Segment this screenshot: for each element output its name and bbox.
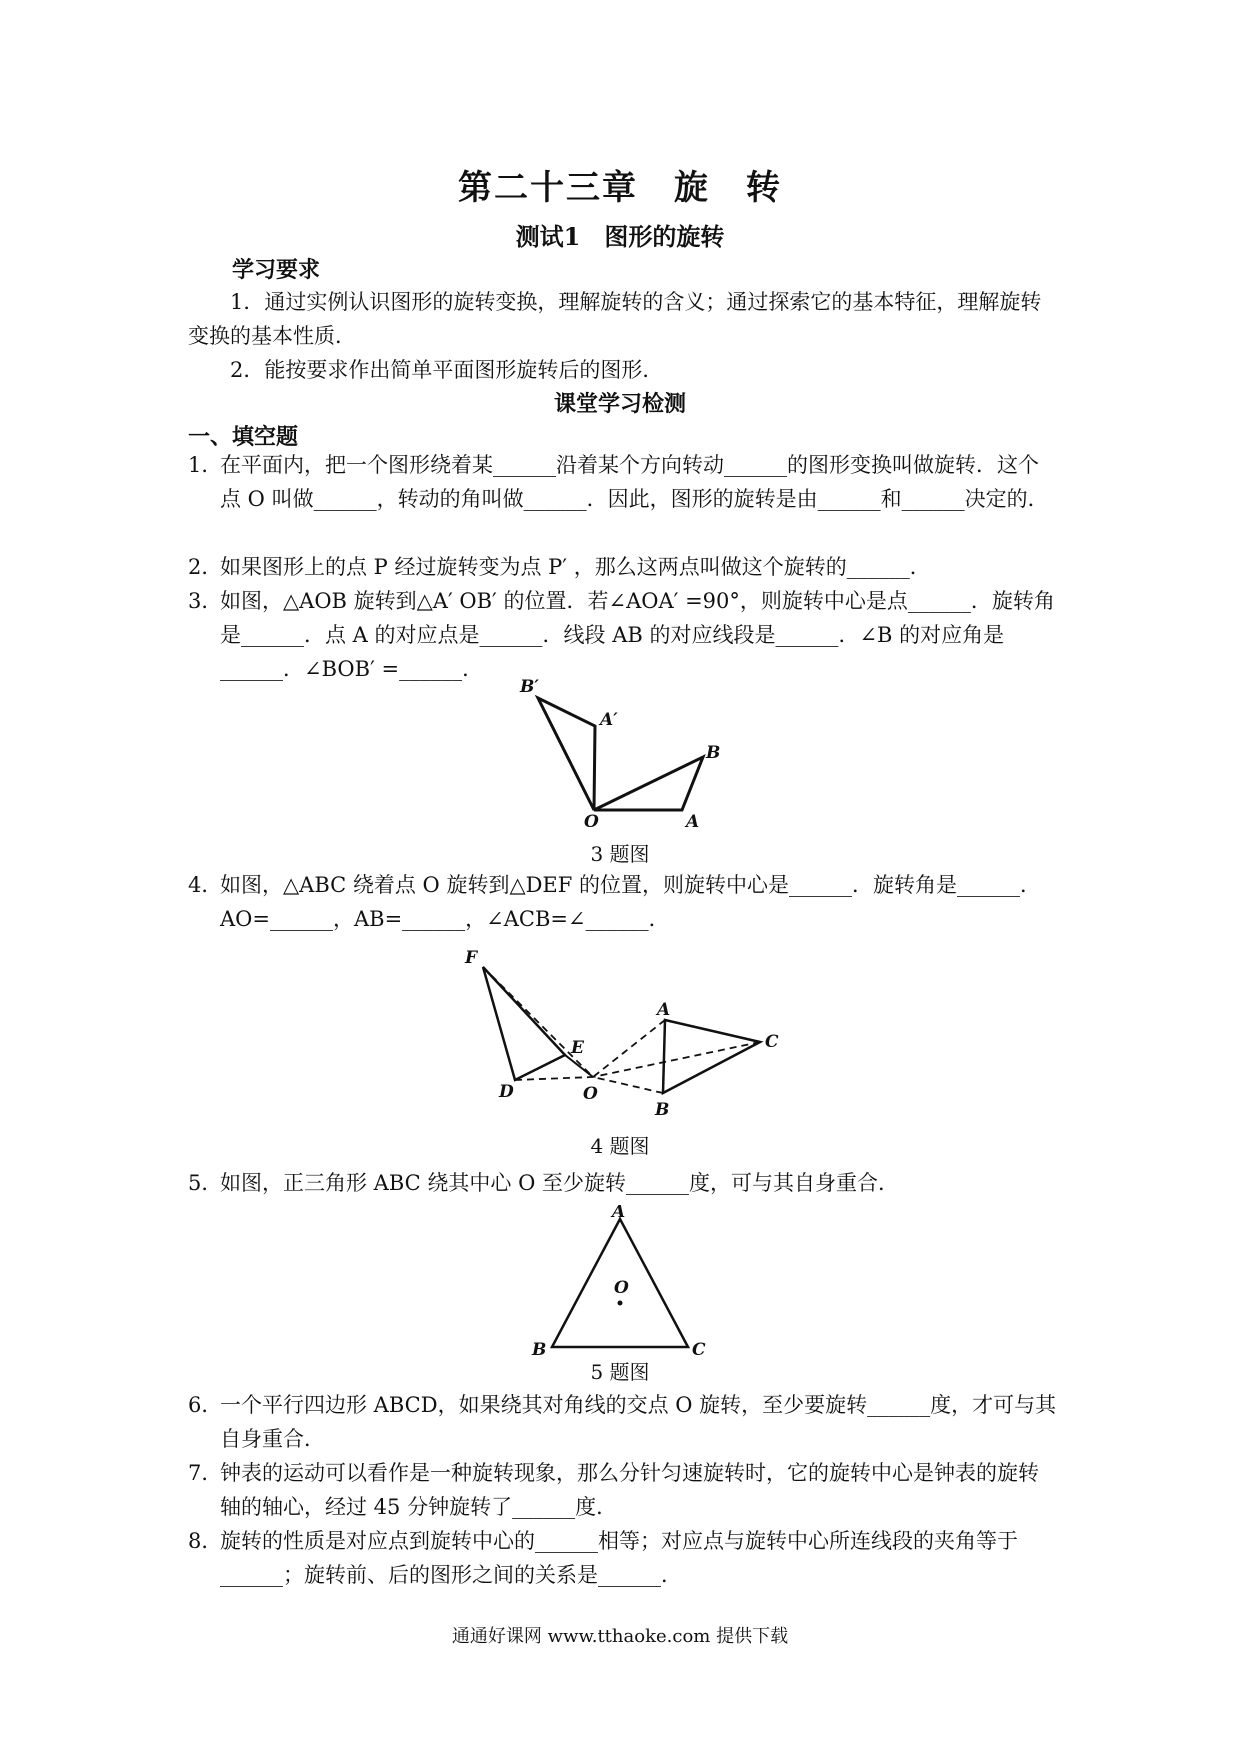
question-text: 如图，△AOB 旋转到△A′ OB′ 的位置．若∠AOA′ =90°，则旋转中心是点______．旋转角是______．点 A 的对应点是______．线段 AB 的对应线段是______．∠B 的对应角是______．∠BOB′ =______． (220, 589, 1055, 681)
label-a: A (657, 1000, 671, 1020)
label-d: D (499, 1082, 514, 1102)
figure-5-caption: 5 题图 (590, 1360, 650, 1384)
label-c: C (692, 1340, 706, 1355)
requirement-item-2: 2．能按要求作出简单平面图形旋转后的图形． (230, 358, 664, 382)
figure-4-diagram (455, 945, 795, 1125)
question-number: 7． (188, 1461, 223, 1485)
figure-5-diagram (520, 1205, 720, 1355)
triangle-aob-prime (538, 698, 595, 810)
question-8 (188, 1524, 1058, 1592)
label-o: O (614, 1278, 629, 1298)
question-2 (188, 550, 1058, 584)
figure-3-diagram (510, 670, 730, 830)
question-number: 5． (188, 1171, 223, 1195)
question-number: 4． (188, 873, 223, 897)
label-b-prime: B′ (520, 677, 539, 697)
label-b: B (532, 1340, 547, 1355)
question-5 (188, 1166, 1058, 1200)
question-4 (188, 868, 1058, 936)
label-b: B (655, 1100, 670, 1120)
test-subtitle: 测试1 图形的旋转 (515, 222, 725, 251)
figure-3-caption: 3 题图 (590, 842, 650, 866)
question-text: 在平面内，把一个图形绕着某______沿着某个方向转动______的图形变换叫做旋转．这个点 O 叫做______，转动的角叫做______．因此，图形的旋转是由______和______决定的． (220, 453, 1049, 511)
section-title: 课堂学习检测 (553, 391, 686, 417)
question-text: 如果图形上的点 P 经过旋转变为点 P′ ，那么这两点叫做这个旋转的______． (220, 555, 931, 579)
question-text: 如图，△ABC 绕着点 O 旋转到△DEF 的位置，则旋转中心是______．旋转角是______．AO=______，AB=______，∠ACB=∠______． (220, 873, 1042, 931)
label-o: O (583, 1084, 598, 1104)
label-a: A (612, 1205, 626, 1222)
part-title: 一、填空题 (188, 424, 299, 450)
question-6 (188, 1388, 1058, 1456)
question-text: 钟表的运动可以看作是一种旋转现象，那么分针匀速旋转时，它的旋转中心是钟表的旋转轴的轴心，经过 45 分钟旋转了______度． (220, 1461, 1039, 1519)
requirement-item-1: 1．通过实例认识图形的旋转变换，理解旋转的含义；通过探索它的基本特征，理解旋转变换的基本性质． (188, 290, 1042, 348)
figure-4-caption: 4 题图 (590, 1134, 650, 1158)
triangle-abc (663, 1020, 760, 1093)
label-e: E (571, 1038, 584, 1058)
question-number: 6． (188, 1393, 223, 1417)
requirements-heading: 学习要求 (232, 257, 321, 283)
label-b: B (706, 743, 721, 763)
label-c: C (765, 1032, 779, 1052)
question-number: 3． (188, 589, 223, 613)
question-number: 2． (188, 555, 223, 579)
label-a-prime: A′ (600, 710, 618, 730)
question-number: 1． (188, 453, 223, 477)
question-text: 一个平行四边形 ABCD，如果绕其对角线的交点 O 旋转，至少要旋转______度，才可与其自身重合． (220, 1393, 1057, 1451)
question-number: 8． (188, 1529, 223, 1553)
question-1 (188, 448, 1058, 516)
question-text: 旋转的性质是对应点到旋转中心的______相等；对应点与旋转中心所连线段的夹角等于______；旋转前、后的图形之间的关系是______． (220, 1529, 1018, 1587)
question-7 (188, 1456, 1058, 1524)
label-o: O (584, 812, 599, 830)
label-f: F (465, 948, 478, 968)
chapter-title: 第二十三章 旋 转 (458, 168, 782, 208)
center-point-o (618, 1301, 623, 1306)
label-a: A (686, 812, 700, 830)
footer-text: 通通好课网 www.tthaoke.com 提供下载 (451, 1626, 789, 1647)
question-text: 如图，正三角形 ABC 绕其中心 O 至少旋转______度，可与其自身重合． (220, 1171, 899, 1195)
triangle-aob (594, 757, 703, 810)
triangle-def (483, 967, 565, 1080)
